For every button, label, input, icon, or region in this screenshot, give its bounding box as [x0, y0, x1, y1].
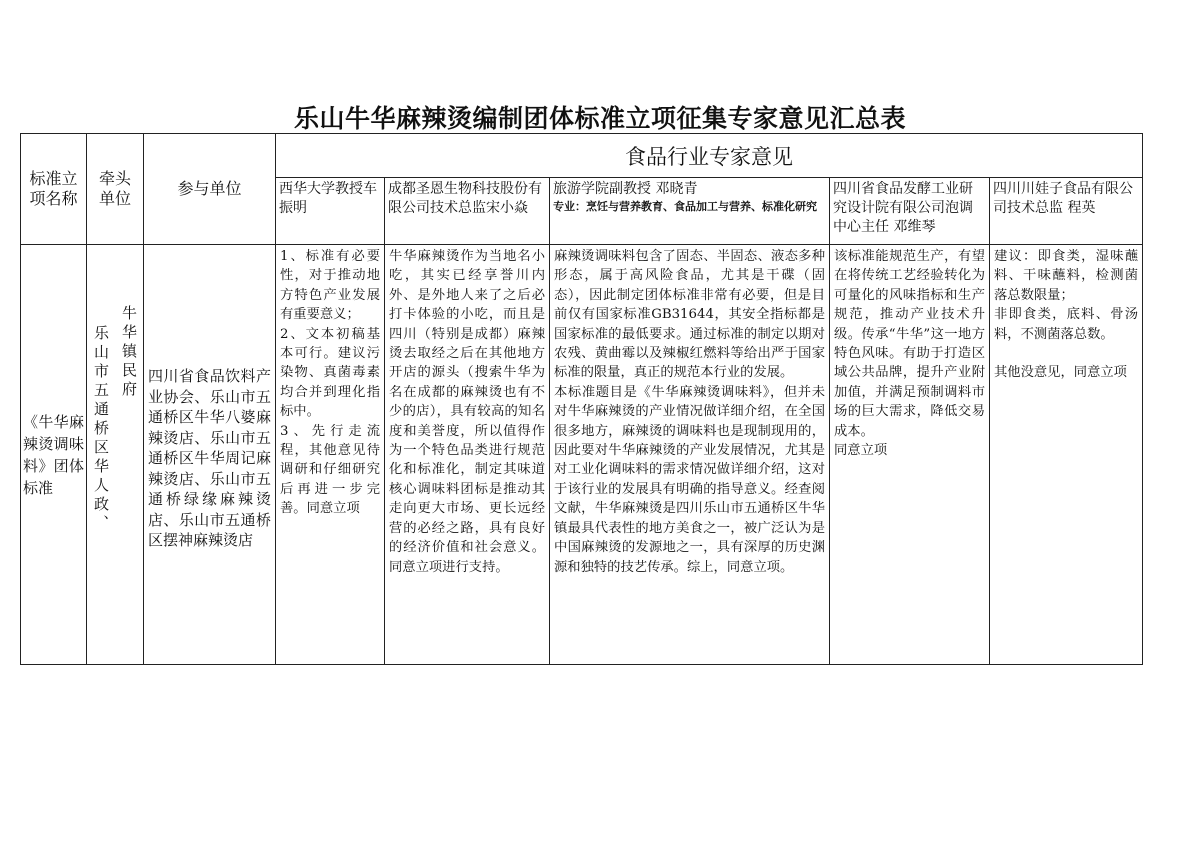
opinion-text-1: 1、标准有必要性，对于推动地方特色产业发展有重要意义； 2、文本初稿基本可行。建议污染物、真菌毒素均合并到理化指标中。 3、先行走流程，其他意见待调研和仔细研究后再进一步完善。同意立项 [280, 249, 380, 517]
participants-text: 四川省食品饮料产业协会、乐山市五通桥区牛华八婆麻辣烫店、乐山市五通桥区牛华周记麻辣烫店、乐山市五通桥绿缘麻辣烫店、乐山市五通桥区摆神麻辣烫店 [148, 367, 271, 550]
std-name-cell [21, 245, 87, 665]
participants-cell [144, 245, 276, 665]
header-lead-unit: 牵头单位 [87, 134, 144, 245]
opinion-text-2: 牛华麻辣烫作为当地名小吃，其实已经享誉川内外、是外地人来了之后必打卡体验的小吃，而且是四川（特别是成都）麻辣烫去取经之后在其他地方开店的源头（搜索牛华为名在成都的麻辣烫也有不少的店），具有较高的知名度和美誉度，所以值得作为一个特色品类进行规范化和标准化，制定其味道核心调味料团标是推动其走向更大市场、更长远经营的必经之路，具有良好的经济价值和社会意义。同意立项进行支持。 [389, 249, 545, 575]
opinion-text-4: 该标准能规范生产，有望在将传统工艺经验转化为可量化的风味指标和生产规范，推动产业技术升级。传承“牛华”这一地方特色风味。有助于打造区域公共品牌，提升产业附加值，并满足预制调料市场的巨大需求，降低交易成本。 同意立项 [834, 249, 985, 459]
opinion-text-5: 建议：即食类，湿味蘸料、干味蘸料，检测菌落总数限量； 非即食类，底料、骨汤料，不测菌落总数。 其他没意见，同意立项 [994, 249, 1139, 381]
lead-unit-line-1: 牛华镇民府 [120, 304, 138, 400]
header-participants: 参与单位 [144, 134, 276, 245]
document-title: 乐山牛华麻辣烫编制团体标准立项征集专家意见汇总表 [293, 104, 906, 133]
header-std-name: 标准立项名称 [21, 134, 87, 245]
expert-3-specialty: 专业：烹饪与营养教育、食品加工与营养、标准化研究 [553, 200, 817, 213]
opinion-text-3: 麻辣烫调味料包含了固态、半固态、液态多种形态，属于高风险食品，尤其是干碟（固态），因此制定团体标准非常有必要，但是目前仅有国家标准GB31644，其安全指标都是国家标准的最低要求。通过标准的制定以期对农残、黄曲霉以及辣椒红燃料等给出严于国家标准的限量，真正的规范本行业的发展。 本标准题目是《牛华麻辣烫调味料》，但并未对牛华麻辣烫的产业情况做详细介绍，在全国很多地方，麻辣烫的调味料也是现制现用的，因此要对牛华麻辣烫的产业发展情况，尤其是对工业化调味料的需求情况做详细介绍，这对于该行业的发展具有明确的指导意义。经查阅文献，牛华麻辣烫是四川乐山市五通桥区牛华镇最具代表性的地方美食之一，被广泛认为是中国麻辣烫的发源地之一，具有深厚的历史渊源和独特的技艺传承。综上，同意立项。 [554, 249, 825, 575]
header-expert-group: 食品行业专家意见 [276, 134, 1143, 178]
lead-unit-line-2: 乐山市五通桥区华人政、 [92, 324, 110, 534]
opinion-cell-5 [990, 245, 1143, 665]
expert-header-5: 四川川娃子食品有限公司技术总监 程英 [990, 178, 1143, 245]
opinion-cell-3 [550, 245, 830, 665]
opinion-cell-4 [830, 245, 990, 665]
std-name-text: 《牛华麻辣烫调味料》团体标准 [23, 412, 84, 497]
expert-header-2: 成都圣恩生物科技股份有限公司技术总监宋小焱 [385, 178, 550, 245]
expert-header-3: 旅游学院副教授 邓晓青 专业：烹饪与营养教育、食品加工与营养、标准化研究 [550, 178, 830, 245]
opinion-cell-2 [385, 245, 550, 665]
opinion-cell-1 [276, 245, 385, 665]
expert-header-1: 西华大学教授车振明 [276, 178, 385, 245]
opinion-table [20, 133, 1143, 665]
expert-header-4: 四川省食品发酵工业研究设计院有限公司泡调中心主任 邓维琴 [830, 178, 990, 245]
lead-unit-cell [87, 245, 144, 665]
